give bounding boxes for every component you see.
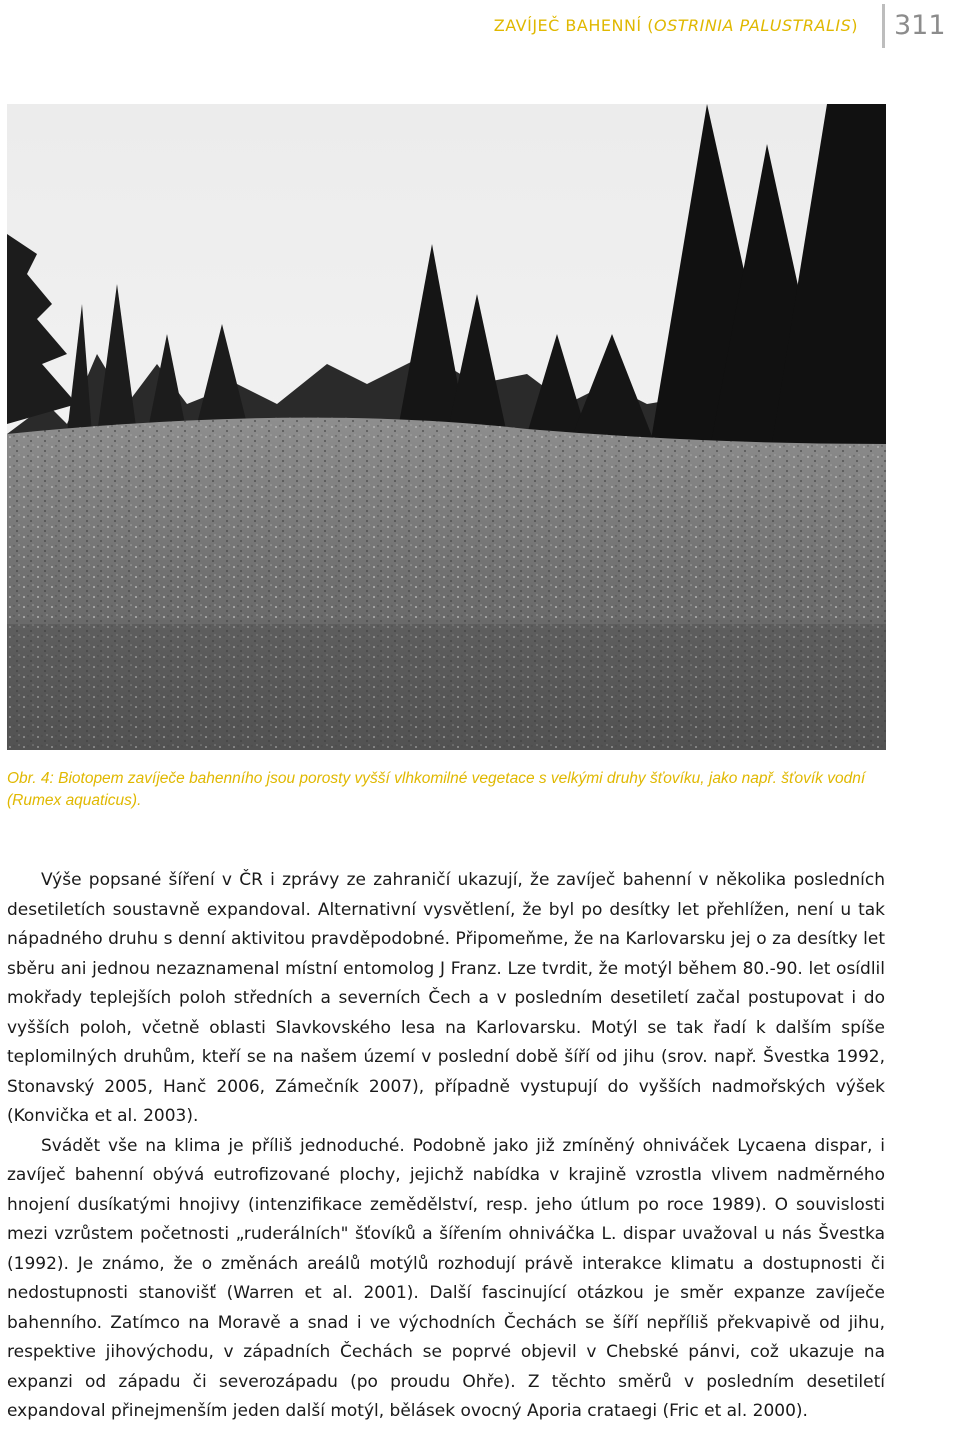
article-body (7, 866, 885, 1427)
figure-caption: Obr. 4: Biotopem zavíječe bahenního jsou porosty vyšší vlhkomilné vegetace s velkými druhy šťovíku, jako např. šťovík vodní (Rumex aquaticus). (7, 770, 866, 809)
biotope-photo (7, 104, 886, 750)
running-title-suffix: ) (851, 16, 858, 35)
running-header (480, 14, 858, 38)
paragraph: Výše popsané šíření v ČR i zprávy ze zahraničí ukazují, že zavíječ bahenní v několika posledních desetiletích soustavně expandoval. Alternativní vysvětlení, že byl po desítky let přehlížen, není u tak nápadného druhu s denní aktivitou pravděpodobné. Připomeňme, že na Karlovarsku jej o za desítky let sběru ani jednou nezaznamenal místní entomolog J Franz. Lze tvrdit, že motýl během 80.-90. let osídlil mokřady teplejších poloh středních a severních Čech a v posledním desetiletí začal postupovat i do vyšších poloh, včetně oblasti Slavkovského lesa na Karlovarsku. Motýl se tak řadí k dalším spíše teplomilných druhům, kteří se na našem území v poslední době šíří od jihu (srov. např. Švestka 1992, Stonavský 2005, Hanč 2006, Zámečník 2007), případně vystupují do vyšších nadmořských výšek (Konvička et al. 2003). (7, 870, 885, 1126)
header-divider (882, 4, 885, 48)
paragraph: Svádět vše na klima je příliš jednoduché. Podobně jako již zmíněný ohniváček Lycaena dispar, i zavíječ bahenní obývá eutrofizované plochy, jejichž nabídka v krajině vzrostla vlivem nadměrného hnojení dusíkatými hnojivy (intenzifikace zemědělství, resp. jeho útlum po roce 1989). O souvislosti mezi vzrůstem početnosti „ruderálních" šťovíků a šířením ohniváčka L. dispar uvažoval u nás Švestka (1992). Je známo, že o změnách areálů motýlů rozhodují právě interakce klimatu a dostupnosti či nedostupnosti stanovišť (Warren et al. 2001). Další fascinující otázkou je směr expanze zavíječe bahenního. Zatímco na Moravě a snad i ve východních Čechách se šíří nepříliš překvapivě od jihu, respektive jihovýchodu, v západních Čechách se poprvé objevil v Chebské pánvi, což ukazuje na expanzi od západu či severozápadu (po proudu Ohře). Z těchto směrů v posledním desetiletí expandoval přinejmenším jeden další motýl, bělásek ovocný Aporia crataegi (Fric et al. 2000). (7, 1135, 885, 1421)
page-number: 311 (894, 10, 946, 41)
running-title-latin: OSTRINIA PALUSTRALIS (653, 16, 852, 35)
running-title-prefix: ZAVÍJEČ BAHENNÍ ( (493, 16, 654, 35)
